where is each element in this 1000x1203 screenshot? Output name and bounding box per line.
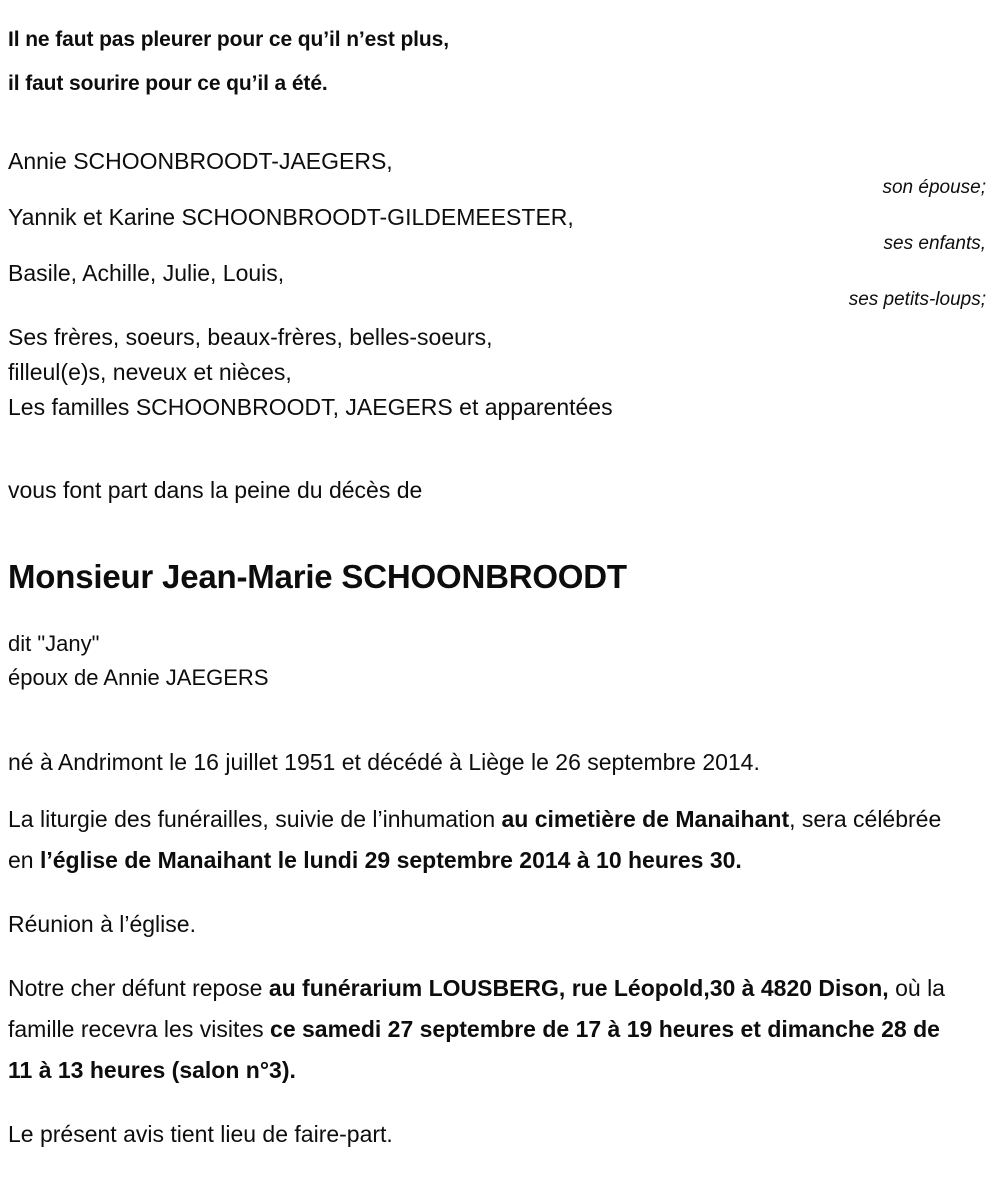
visitation-paragraph: [8, 968, 968, 1091]
meeting-paragraph: Réunion à l’église.: [8, 911, 196, 937]
deceased-alias-block: [8, 627, 992, 695]
relatives-line-2: filleul(e)s, neveux et nièces,: [8, 359, 292, 385]
relatives-line-1: Ses frères, soeurs, beaux-frères, belles-soeurs,: [8, 324, 493, 350]
deceased-spouse: époux de Annie JAEGERS: [8, 665, 269, 690]
visitation-bold-hours: ce samedi 27 septembre de 17 à 19 heures et dimanche 28 de 11 à 13 heures (salon n°3).: [8, 1016, 940, 1083]
quote-line-1: Il ne faut pas pleurer pour ce qu’il n’est plus,: [8, 28, 449, 51]
announcement-lead-in: vous font part dans la peine du décès de: [8, 477, 423, 503]
family-members-block: [8, 144, 992, 312]
family-member-name: Basile, Achille, Julie, Louis,: [8, 260, 285, 286]
ceremony-text-1: La liturgie des funérailles, suivie de l’inhumation: [8, 806, 502, 832]
family-member-name: Annie SCHOONBROODT-JAEGERS,: [8, 148, 393, 174]
relatives-block: [8, 320, 992, 425]
deceased-alias: dit "Jany": [8, 631, 100, 656]
quote-line-2: il faut sourire pour ce qu’il a été.: [8, 72, 328, 95]
family-row: [8, 144, 992, 200]
visitation-text-2: où la famille recevra les visites: [8, 975, 945, 1042]
epigraph-quote: [8, 18, 992, 106]
visitation-bold-funeral-home: au funérarium LOUSBERG, rue Léopold,30 à 4820 Dison,: [268, 975, 889, 1001]
ceremony-paragraph: [8, 799, 968, 881]
deceased-name: Monsieur Jean-Marie SCHOONBROODT: [8, 558, 627, 595]
family-member-role: son épouse;: [882, 177, 986, 198]
family-member-role: ses petits-loups;: [848, 289, 986, 310]
family-row: [8, 256, 992, 312]
ceremony-bold-cemetery: au cimetière de Manaihant: [501, 806, 790, 832]
ceremony-text-2: , sera célébrée en: [8, 806, 942, 873]
funeral-announcement-page: [0, 18, 1000, 1203]
relatives-line-3: Les familles SCHOONBROODT, JAEGERS et apparentées: [8, 394, 613, 420]
family-member-role: ses enfants,: [883, 233, 986, 254]
footer-notice: Le présent avis tient lieu de faire-part.: [8, 1121, 393, 1147]
ceremony-bold-church: l’église de Manaihant le lundi 29 septembre 2014 à 10 heures 30.: [39, 847, 742, 873]
visitation-text-1: Notre cher défunt repose: [8, 975, 269, 1001]
family-member-name: Yannik et Karine SCHOONBROODT-GILDEMEESTER,: [8, 204, 574, 230]
family-row: [8, 200, 992, 256]
deceased-dates: né à Andrimont le 16 juillet 1951 et décédé à Liège le 26 septembre 2014.: [8, 749, 760, 775]
